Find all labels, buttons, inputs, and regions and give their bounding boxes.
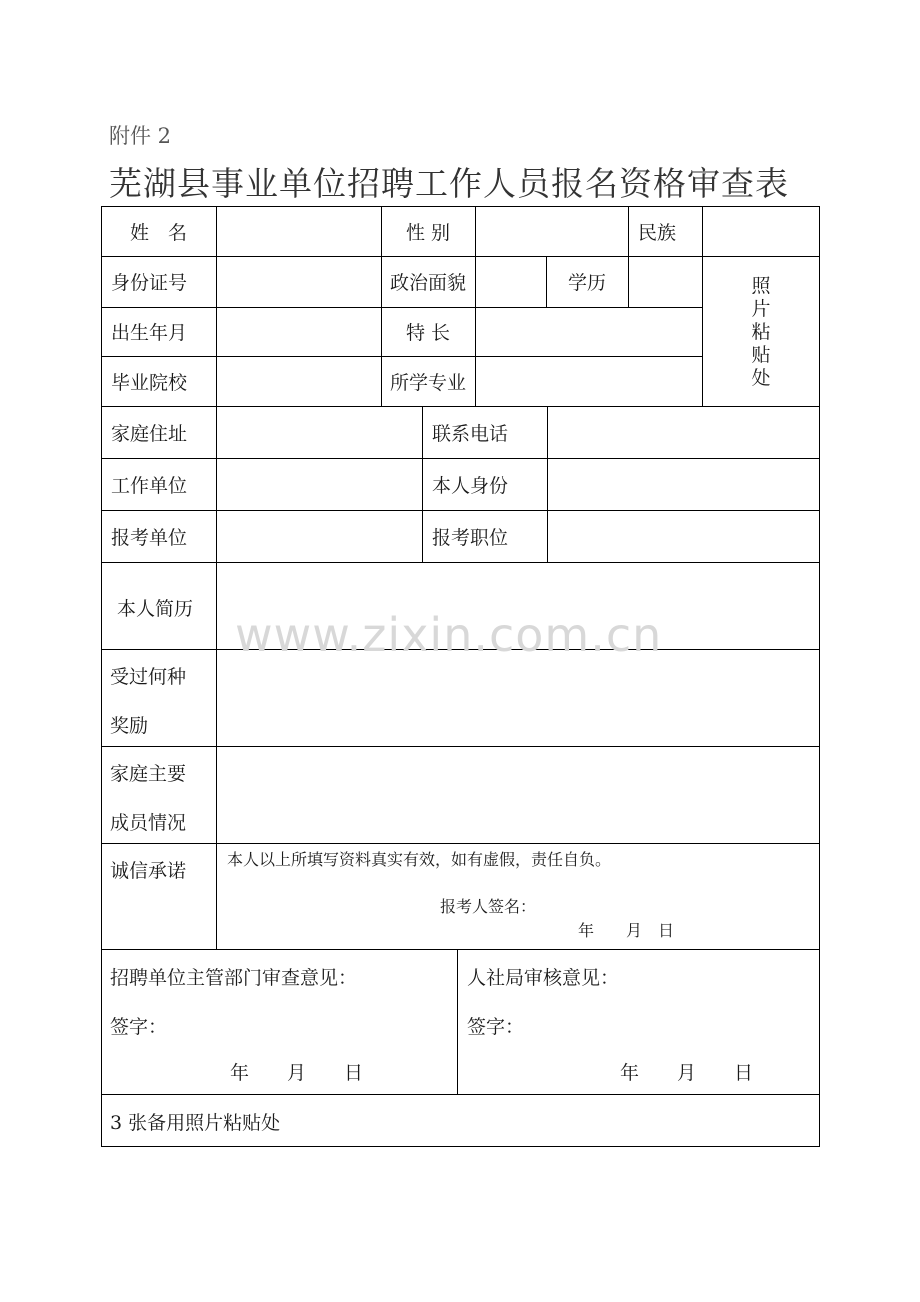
major-field[interactable] (476, 357, 702, 406)
signer-label: 报考人签名： (440, 897, 537, 916)
ethnicity-field[interactable] (703, 207, 819, 256)
apply-unit-field[interactable] (217, 511, 422, 562)
photo-label-char: 照 (751, 274, 771, 297)
major-label: 所学专业 (389, 371, 466, 394)
phone-field[interactable] (548, 407, 819, 458)
hr-sign-label: 签字： (467, 1016, 525, 1038)
dept-sign-label: 签字： (110, 1016, 168, 1038)
photo-label-char: 粘 (751, 320, 771, 343)
employer-field[interactable] (217, 459, 422, 510)
identity-field[interactable] (548, 459, 819, 510)
school-label: 毕业院校 (111, 371, 188, 394)
hr-review-label: 人社局审核意见： (467, 967, 620, 989)
apply-position-label: 报考职位 (432, 526, 509, 549)
photo-label-char: 片 (751, 297, 771, 320)
name-label: 姓 名 (129, 221, 187, 244)
education-field[interactable] (629, 257, 702, 307)
birth-date-field[interactable] (217, 308, 381, 356)
family-label-line2: 成员情况 (110, 812, 187, 834)
specialty-label: 特 长 (405, 322, 451, 344)
family-members-field[interactable] (217, 747, 819, 843)
political-status-field[interactable] (476, 257, 546, 307)
photo-placeholder[interactable] (703, 258, 819, 406)
phone-label: 联系电话 (432, 422, 509, 445)
awards-field[interactable] (217, 650, 819, 746)
birth-date-label: 出生年月 (111, 322, 188, 344)
integrity-date: 年 月 日 (578, 921, 675, 940)
photo-label-char: 贴 (751, 343, 771, 366)
spare-photo-label: 3 张备用照片粘贴处 (110, 1112, 281, 1134)
political-status-label: 政治面貌 (389, 272, 466, 294)
home-address-field[interactable] (217, 407, 422, 458)
name-field[interactable] (217, 207, 381, 256)
employer-label: 工作单位 (111, 474, 188, 497)
specialty-field[interactable] (476, 308, 702, 356)
photo-label-char: 处 (751, 366, 771, 389)
hr-date: 年 月 日 (620, 1062, 754, 1084)
dept-date: 年 月 日 (230, 1062, 364, 1084)
dept-review-label: 招聘单位主管部门审查意见： (110, 967, 358, 989)
id-number-field[interactable] (217, 257, 381, 307)
attachment-label: 附件 2 (109, 124, 172, 148)
family-label-line1: 家庭主要 (110, 763, 187, 785)
apply-position-field[interactable] (548, 511, 819, 562)
id-number-label: 身份证号 (111, 272, 188, 294)
education-label: 学历 (567, 272, 606, 294)
school-field[interactable] (217, 357, 381, 406)
integrity-label: 诚信承诺 (110, 860, 187, 882)
resume-label: 本人简历 (117, 598, 194, 620)
awards-label-line1: 受过何种 (110, 666, 187, 688)
gender-field[interactable] (476, 207, 628, 256)
awards-label-line2: 奖励 (110, 715, 149, 737)
identity-label: 本人身份 (432, 474, 509, 497)
ethnicity-label: 民族 (638, 221, 677, 244)
apply-unit-label: 报考单位 (111, 526, 188, 549)
home-address-label: 家庭住址 (111, 422, 188, 445)
watermark-text: www.zixin.com.cn (235, 608, 663, 662)
page-title: 芜湖县事业单位招聘工作人员报名资格审查表 (109, 164, 789, 203)
gender-label: 性 别 (405, 221, 451, 244)
integrity-statement: 本人以上所填写资料真实有效，如有虚假，责任自负。 (227, 850, 612, 869)
